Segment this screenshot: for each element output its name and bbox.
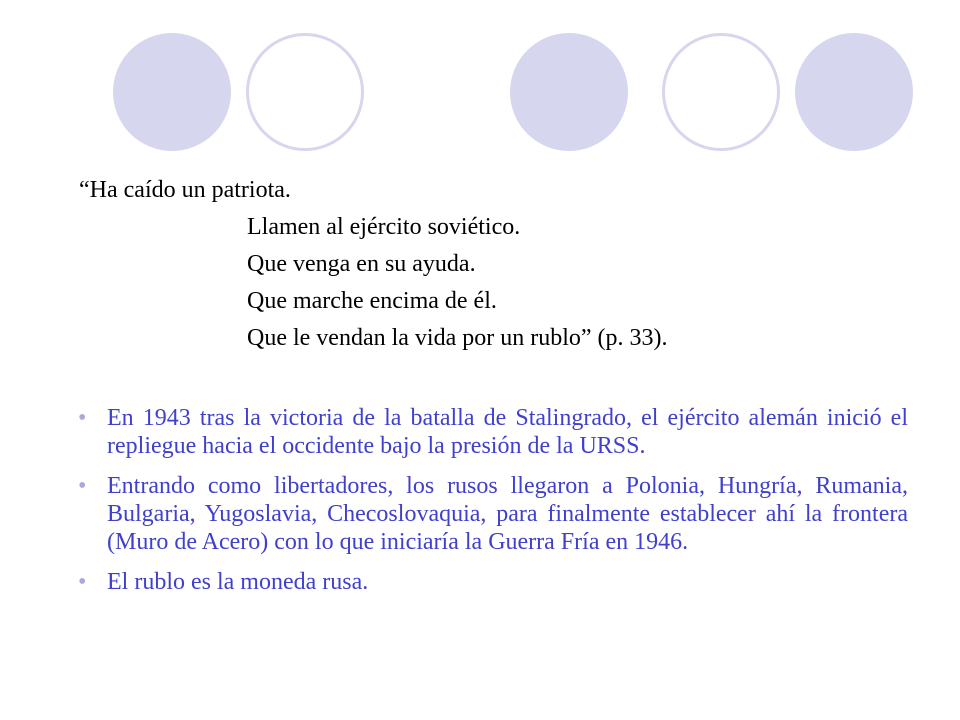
- bullet-dot-icon: •: [78, 405, 87, 431]
- list-item: [78, 472, 908, 556]
- circle-outlined-1: [246, 33, 364, 151]
- bullet-text: El rublo es la moneda rusa.: [107, 569, 369, 595]
- list-item: [78, 404, 908, 460]
- list-item: [78, 568, 908, 596]
- circle-filled-2: [510, 33, 628, 151]
- quote-line-1: “Ha caído un patriota.: [79, 177, 291, 203]
- bullet-dot-icon: •: [78, 569, 87, 595]
- bullet-text: Entrando como libertadores, los rusos llegaron a Polonia, Hungría, Rumania, Bulgaria, Yugoslavia, Checoslovaquia, para finalmente establecer ahí la frontera (Muro de Acero) con lo que iniciaría la Guerra Fría en 1946.: [107, 473, 908, 555]
- quote-line-2: Llamen al ejército soviético.: [247, 214, 521, 240]
- bullet-dot-icon: •: [78, 473, 87, 499]
- quote-line-4: Que marche encima de él.: [247, 288, 497, 314]
- poem-quote: [79, 172, 668, 357]
- circle-filled-1: [113, 33, 231, 151]
- bullet-text: En 1943 tras la victoria de la batalla de Stalingrado, el ejército alemán inició el repliegue hacia el occidente bajo la presión de la URSS.: [107, 405, 908, 459]
- quote-line-5: Que le vendan la vida por un rublo” (p. 33).: [247, 325, 668, 351]
- circle-outlined-2: [662, 33, 780, 151]
- quote-line-3: Que venga en su ayuda.: [247, 251, 476, 277]
- bullet-list: [78, 404, 908, 608]
- circle-filled-3: [795, 33, 913, 151]
